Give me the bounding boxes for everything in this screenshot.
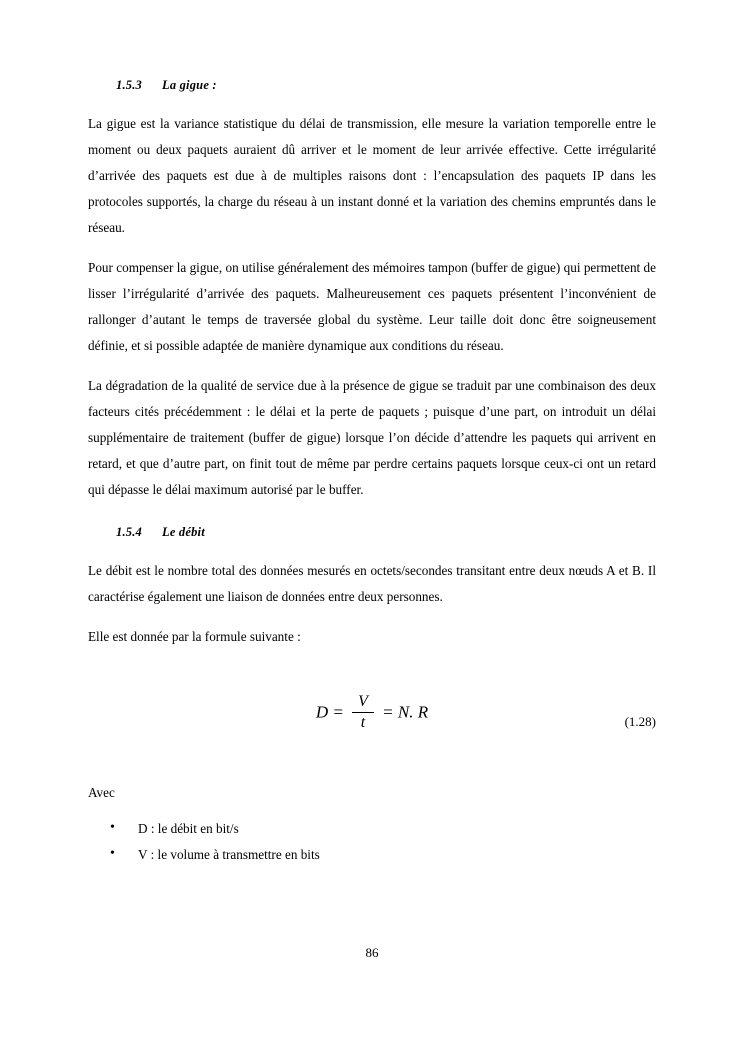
equation-number: (1.28) — [624, 714, 656, 729]
page-number: 86 — [365, 945, 379, 960]
equation-rhs: N. R — [397, 702, 429, 722]
section-heading-1-5-4 — [88, 525, 656, 540]
avec-label: Avec — [88, 785, 115, 800]
paragraph: La dégradation de la qualité de service due à la présence de gigue se traduit par une combinaison des deux facteurs cités précédemment : le délai et la perte de paquets ; puisque d’une part, on introduit un délai supplémentaire de traitement (buffer de gigue) lorsque l’on décide d’attendre les paquets qui arrivent en retard, et que d’autre part, on finit tout de même par perdre certains paquets lorsque ceux-ci ont un retard qui dépasse le délai maximum autorisé par le buffer. — [88, 378, 656, 497]
list-item: • V : le volume à transmettre en bits — [110, 842, 656, 868]
paragraph: La gigue est la variance statistique du délai de transmission, elle mesure la variation temporelle entre le moment ou deux paquets auraient dû arriver et le moment de leur arrivée effective. Cette irrégularité d’arrivée des paquets est due à de multiples raisons dont : l’encapsulation des paquets IP dans les protocoles supportés, la charge du réseau à un instant donné et la variation des chemins empruntés dans le réseau. — [88, 116, 656, 235]
equation-fraction — [352, 693, 374, 732]
paragraph: Elle est donnée par la formule suivante : — [88, 629, 301, 644]
equation-block — [88, 694, 656, 750]
equation-equals-2: = — [382, 702, 394, 722]
section-number: 1.5.3 — [116, 78, 142, 92]
equation-denominator: t — [352, 712, 374, 732]
equation-numerator: V — [358, 693, 368, 710]
section-title: Le débit — [162, 525, 205, 539]
section-title: La gigue : — [162, 78, 217, 92]
list-item: • D : le débit en bit/s — [110, 816, 656, 842]
section-heading-1-5-3 — [88, 78, 656, 93]
definition-list — [88, 816, 656, 868]
equation-formula — [88, 694, 656, 733]
paragraph: Le débit est le nombre total des données mesurés en octets/secondes transitant entre deux nœuds A et B. Il caractérise également une liaison de données entre deux personnes. — [88, 563, 656, 604]
paragraph: Pour compenser la gigue, on utilise généralement des mémoires tampon (buffer de gigue) qui permettent de lisser l’irrégularité d’arrivée des paquets. Malheureusement ces paquets présentent l’inconvénient de rallonger d’autant le temps de traversée global du système. Leur taille doit donc être soigneusement définie, et si possible adaptée de manière dynamique aux conditions du réseau. — [88, 260, 656, 353]
equation-equals-1: = — [332, 702, 344, 722]
section-number: 1.5.4 — [116, 525, 142, 539]
equation-lhs: D — [315, 702, 329, 722]
